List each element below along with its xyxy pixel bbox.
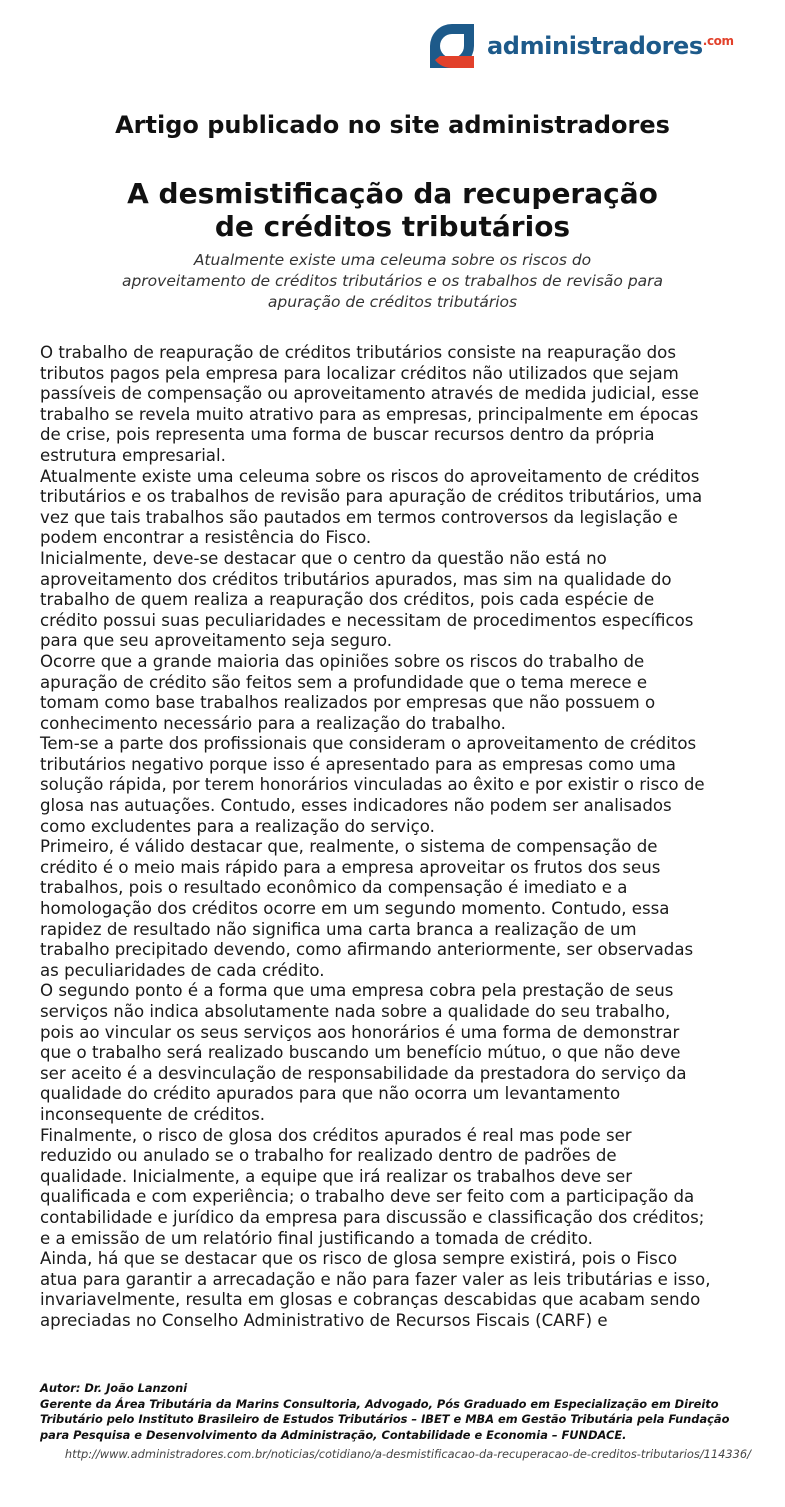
paragraph: Tem-se a parte dos profissionais que consideram o aproveitamento de créditos tributários negativo porque isso é apresentado para as empresas como uma solução rápida, por terem honorários vinculadas ao êxito e por existir o risco de glosa nas autuações. Contudo, esses indicadores não podem ser analisados como excludentes para a realização do serviço. [40,734,705,836]
article-title-text: A desmistificação da recuperação de créditos tributários [127,177,658,243]
logo-wordmark [487,32,734,60]
source-link[interactable]: http://www.administradores.com.br/noticias/cotidiano/a-desmistificacao-da-recuperacao-de-creditos-tributarios/114336/ [64,1447,751,1461]
site-logo[interactable] [426,20,734,72]
logo-suffix: .com [702,34,734,48]
paragraph: O trabalho de reapuração de créditos tributários consiste na reapuração dos tributos pagos pela empresa para localizar créditos não utilizados que sejam passíveis de compensação ou aproveitamento através de medida judicial, esse trabalho se revela muito atrativo para as empresas, principalmente em épocas de crise, pois representa uma forma de buscar recursos dentro da própria estrutura empresarial. [40,343,699,465]
paragraph: Atualmente existe uma celeuma sobre os riscos do aproveitamento de créditos tributários e os trabalhos de revisão para apuração de créditos tributários, uma vez que tais trabalhos são pautados em termos controversos da legislação e podem encontrar a resistência do Fisco. [40,466,703,548]
author-name: Autor: Dr. João Lanzoni [40,1381,188,1395]
author-info [40,1381,752,1443]
paragraph: Ocorre que a grande maioria das opiniões sobre os riscos do trabalho de apuração de crédito são feitos sem a profundidade que o tema merece e tomam como base trabalhos realizados por empresas que não possuem o conhecimento necessário para a realização do trabalho. [40,651,656,733]
logo-name: administradores [487,32,703,60]
author-bio: Gerente da Área Tributária da Marins Consultoria, Advogado, Pós Graduado em Especialização em Direito Tributário pelo Instituto Brasileiro de Estudos Tributários – IBET e MBA em Gestão Tributária pela Fundação para Pesquisa e Desenvolvimento da Administração, Contabilidade e Economia – FUNDACE. [40,1396,730,1442]
paragraph: Finalmente, o risco de glosa dos créditos apurados é real mas pode ser reduzido ou anulado se o trabalho for realizado dentro de padrões de qualidade. Inicialmente, a equipe que irá realizar os trabalhos deve ser qualificada e com experiência; o trabalho deve ser feito com a participação da contabilidade e jurídico da empresa para discussão e classificação dos créditos; e a emissão de um relatório final justificando a tomada de crédito. [40,1125,705,1248]
paragraph: Inicialmente, deve-se destacar que o centro da questão não está no aproveitamento dos créditos tributários apurados, mas sim na qualidade do trabalho de quem realiza a reapuração dos créditos, pois cada espécie de crédito possui suas peculiaridades e necessitam de procedimentos específicos para que seu aproveitamento seja seguro. [40,548,694,651]
article-subtitle [0,250,785,313]
published-notice: Artigo publicado no site administradores [115,111,670,139]
paragraph: Ainda, há que se destacar que os risco de glosa sempre existirá, pois o Fisco atua para garantir a arrecadação e não para fazer valer as leis tributárias e isso, invariavelmente, resulta em glosas e cobranças descabidas que acabam sendo apreciadas no Conselho Administrativo de Recursos Fiscais (CARF) e [40,1249,711,1330]
paragraph: O segundo ponto é a forma que uma empresa cobra pela prestação de seus serviços não indica absolutamente nada sobre a qualidade do seu trabalho, pois ao vincular os seus serviços aos honorários é uma forma de demonstrar que o trabalho será realizado buscando um benefício mútuo, o que não deve ser aceito é a desvinculação de responsabilidade da prestadora do serviço da qualidade do crédito apurados para que não ocorra um levantamento inconsequente de créditos. [40,981,687,1124]
article-subtitle-text: Atualmente existe uma celeuma sobre os riscos do aproveitamento de créditos tributários e os trabalhos de revisão para apuração de créditos tributários [121,251,664,311]
administradores-logo-icon [426,20,478,72]
article-body [40,343,752,1332]
paragraph: Primeiro, é válido destacar que, realmente, o sistema de compensação de crédito é o meio mais rápido para a empresa aproveitar os frutos dos seus trabalhos, pois o resultado econômico da compensação é imediato e a homologação dos créditos ocorre em um segundo momento. Contudo, essa rapidez de resultado não significa uma carta branca a realização de um trabalho precipitado devendo, como afirmando anteriormente, ser observadas as peculiaridades de cada crédito. [40,837,694,980]
article-title [0,177,785,243]
